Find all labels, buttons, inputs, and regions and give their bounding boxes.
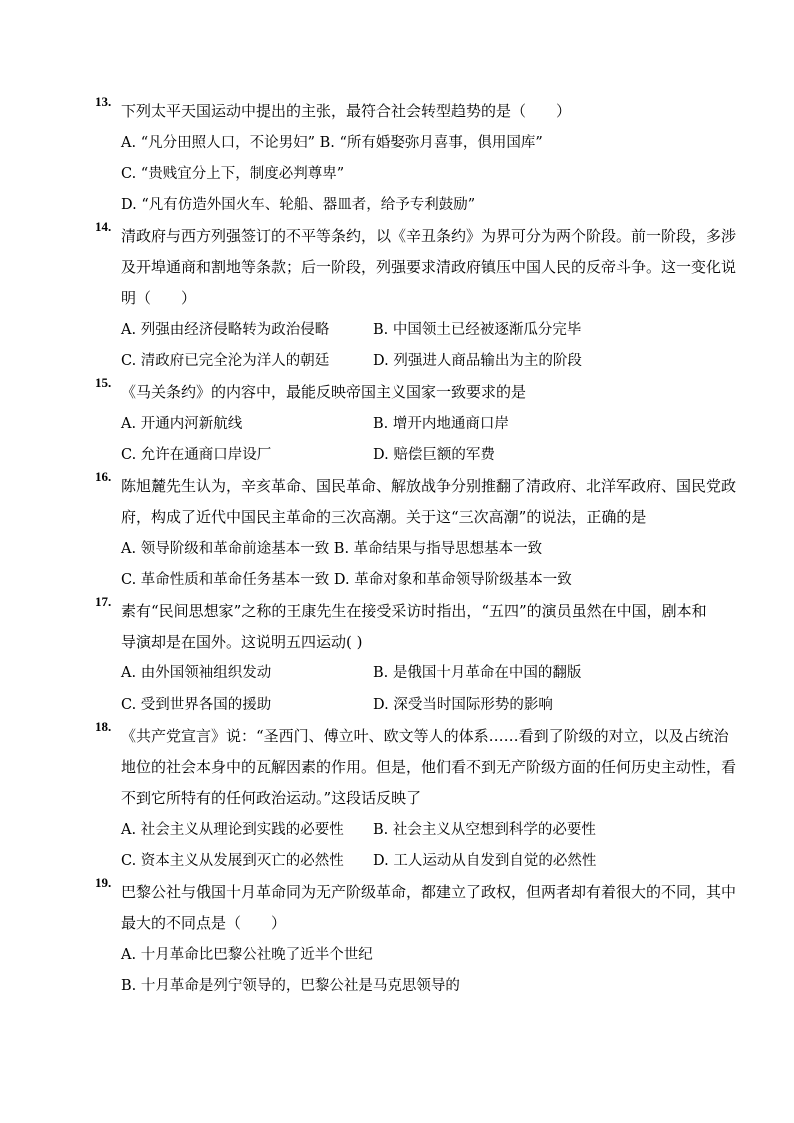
question-number: 18. (95, 719, 112, 734)
option-d: D. “凡有仿造外国火车、轮船、器皿者，给予专利鼓励” (121, 197, 476, 213)
option-a: A. 十月革命比巴黎公社晚了近半个世纪 (121, 947, 373, 963)
option-c: C. 允许在通商口岸设厂 (121, 447, 272, 463)
option-a: A. 开通内河新航线 (121, 416, 243, 432)
question-number: 13. (95, 94, 112, 109)
option-b: B. 是俄国十月革命在中国的翻版 (373, 665, 582, 681)
question-stem: 最大的不同点是（ ） (121, 914, 287, 932)
question-number: 14. (95, 219, 112, 234)
option-d: D. 列强进人商品输出为主的阶段 (373, 353, 582, 369)
option-d: D. 深受当时国际形势的影响 (373, 697, 553, 713)
question-stem: 下列太平天国运动中提出的主张，最符合社会转型趋势的是（ ） (121, 102, 572, 120)
option-c: C. 资本主义从发展到灭亡的必然性 (121, 853, 344, 869)
option-b: B. 增开内地通商口岸 (373, 416, 509, 432)
option-b: B. 社会主义从空想到科学的必要性 (373, 822, 596, 838)
option-a: A. 列强由经济侵略转为政治侵略 (121, 322, 330, 338)
question-stem: 明（ ） (121, 289, 197, 307)
question-stem: 巴黎公社与俄国十月革命同为无产阶级革命，都建立了政权，但两者却有着很大的不同，其中 (121, 883, 737, 901)
option-c-d: C. 革命性质和革命任务基本一致 D. 革命对象和革命领导阶级基本一致 (121, 572, 572, 588)
question-number: 19. (95, 875, 112, 890)
question-stem: 地位的社会本身中的瓦解因素的作用。但是，他们看不到无产阶级方面的任何历史主动性，看 (121, 758, 737, 776)
option-b: B. 十月革命是列宁领导的，巴黎公社是马克思领导的 (121, 978, 460, 994)
question-number: 15. (95, 375, 112, 390)
option-a-b: A. 领导阶级和革命前途基本一致 B. 革命结果与指导思想基本一致 (121, 541, 543, 557)
option-c: C. “贵贱宜分上下，制度必判尊卑” (121, 166, 345, 182)
question-stem: 府，构成了近代中国民主革命的三次高潮。关于这“三次高潮”的说法，正确的是 (121, 508, 647, 526)
option-d: D. 工人运动从自发到自觉的必然性 (373, 853, 597, 869)
question-number: 16. (95, 469, 112, 484)
question-stem: 导演却是在国外。这说明五四运动( ) (121, 633, 363, 651)
question-stem: 及开埠通商和割地等条款；后一阶段，列强要求清政府镇压中国人民的反帝斗争。这一变化说 (121, 258, 737, 276)
option-c: C. 清政府已完全沦为洋人的朝廷 (121, 353, 330, 369)
option-b: B. 中国领土已经被逐渐瓜分完毕 (373, 322, 582, 338)
option-a: A. 社会主义从理论到实践的必要性 (121, 822, 344, 838)
question-stem: 《共产党宣言》说：“圣西门、傅立叶、欧文等人的体系……看到了阶级的对立，以及占统治 (121, 727, 729, 745)
question-stem: 不到它所特有的任何政治运动。”这段话反映了 (121, 789, 422, 807)
option-d: D. 赔偿巨额的军费 (373, 447, 495, 463)
question-stem: 清政府与西方列强签订的不平等条约，以《辛丑条约》为界可分为两个阶段。前一阶段，多涉 (121, 227, 737, 245)
option-a: A. 由外国领袖组织发动 (121, 665, 272, 681)
question-stem: 陈旭麓先生认为，辛亥革命、国民革命、解放战争分别推翻了清政府、北洋军政府、国民党政 (121, 477, 737, 495)
question-stem: 素有“民间思想家”之称的王康先生在接受采访时指出，“五四”的演员虽然在中国，剧本和 (121, 602, 707, 620)
question-stem: 《马关条约》的内容中，最能反映帝国主义国家一致要求的是 (121, 383, 527, 401)
option-a: A. “凡分田照人口，不论男妇” B. “所有婚娶弥月喜事，俱用国库” (121, 135, 543, 151)
option-c: C. 受到世界各国的援助 (121, 697, 272, 713)
question-number: 17. (95, 594, 112, 609)
